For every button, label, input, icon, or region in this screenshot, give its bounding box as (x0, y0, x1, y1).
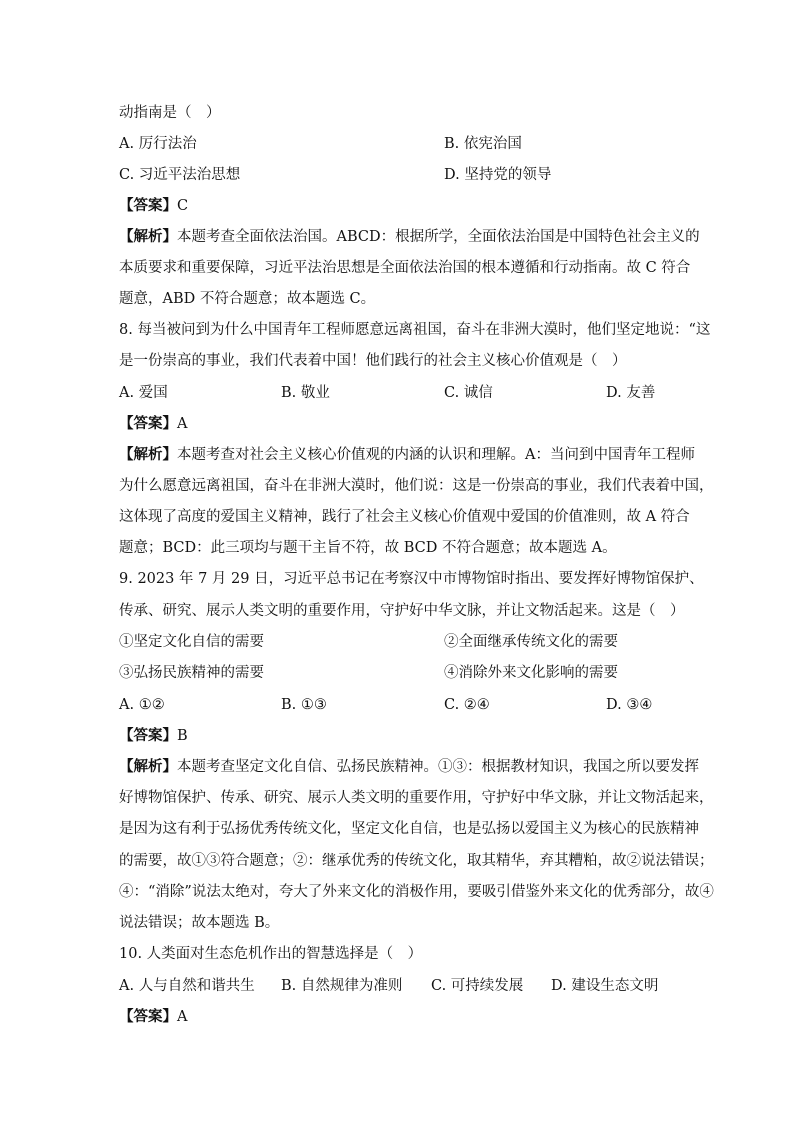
question-7-stem: 动指南是（ ） (119, 105, 221, 121)
answer-tag: 【答案】 (119, 415, 177, 432)
q9-analysis-line: 说法错误；故本题选 B。 (119, 915, 280, 931)
q8-option-d: D. 友善 (606, 385, 656, 401)
q7-option-a: A. 厉行法治 (119, 136, 197, 152)
q10-answer (119, 1007, 679, 1027)
q9-answer (119, 726, 679, 746)
q10-option-a: A. 人与自然和谐共生 (119, 978, 255, 994)
q10-option-b: B. 自然规律为准则 (281, 978, 403, 994)
q9-item-2: ②全面继承传统文化的需要 (444, 634, 618, 650)
analysis-tag: 【解析】 (119, 758, 177, 775)
answer-value: B (177, 728, 188, 744)
q9-option-a: A. ①② (119, 697, 165, 713)
analysis-text: 本题考查对社会主义核心价值观的内涵的认识和理解。A：当问到中国青年工程师 (177, 447, 695, 463)
q9-analysis-line: ④：“消除”说法太绝对，夸大了外来文化的消极作用，要吸引借鉴外来文化的优秀部分，故④ (119, 884, 714, 900)
q9-analysis-line: 是因为这有利于弘扬优秀传统文化，坚定文化自信，也是弘扬以爱国主义为核心的民族精神 (119, 821, 699, 837)
q8-analysis-line: 为什么愿意远离祖国，奋斗在非洲大漠时，他们说：这是一份崇高的事业，我们代表着中国， (119, 478, 714, 494)
answer-value: A (177, 416, 188, 432)
q8-answer (119, 414, 679, 434)
q7-option-c: C. 习近平法治思想 (119, 167, 241, 183)
q7-option-d: D. 坚持党的领导 (444, 167, 552, 183)
question-8-stem: 8. 每当被问到为什么中国青年工程师愿意远离祖国，奋斗在非洲大漠时，他们坚定地说：“这 (119, 322, 711, 338)
q9-item-1: ①坚定文化自信的需要 (119, 634, 264, 650)
q9-item-3: ③弘扬民族精神的需要 (119, 665, 264, 681)
q9-item-4: ④消除外来文化影响的需要 (444, 665, 618, 681)
analysis-text: 本题考查坚定文化自信、弘扬民族精神。①③：根据教材知识，我国之所以要发挥 (177, 759, 699, 775)
q10-option-d: D. 建设生态文明 (551, 978, 659, 994)
q8-option-a: A. 爱国 (119, 385, 168, 401)
answer-value: C (177, 198, 189, 214)
q9-analysis-line (119, 757, 699, 777)
analysis-tag: 【解析】 (119, 446, 177, 463)
q9-analysis-line: 好博物馆保护、传承、研究、展示人类文明的重要作用，守护好中华文脉，并让文物活起来， (119, 790, 714, 806)
question-8-stem: 是一份崇高的事业，我们代表着中国！他们践行的社会主义核心价值观是（ ） (119, 353, 627, 369)
answer-value: A (177, 1009, 188, 1025)
analysis-text: 本题考查全面依法治国。ABCD：根据所学，全面依法治国是中国特色社会主义的 (177, 229, 700, 245)
answer-tag: 【答案】 (119, 197, 177, 214)
q7-analysis-line: 题意，ABD 不符合题意；故本题选 C。 (119, 291, 376, 307)
q7-answer (119, 196, 679, 216)
q7-option-b: B. 依宪治国 (444, 136, 522, 152)
q7-analysis-line (119, 227, 700, 247)
q9-analysis-line: 的需要，故①③符合题意；②：继承优秀的传统文化，取其精华，弃其糟粕，故②说法错误； (119, 853, 714, 869)
question-9-stem: 9. 2023 年 7 月 29 日，习近平总书记在考察汉中市博物馆时指出、要发挥好博物馆保护、 (119, 571, 704, 587)
q8-analysis-line (119, 445, 695, 465)
q9-option-c: C. ②④ (444, 697, 490, 713)
q8-analysis-line: 题意；BCD：此三项均与题干主旨不符，故 BCD 不符合题意；故本题选 A。 (119, 540, 617, 556)
q7-analysis-line: 本质要求和重要保障，习近平法治思想是全面依法治国的根本遵循和行动指南。故 C 符合 (119, 260, 691, 276)
question-9-stem: 传承、研究、展示人类文明的重要作用，守护好中华文脉，并让文物活起来。这是（ ） (119, 603, 685, 619)
q8-analysis-line: 这体现了高度的爱国主义精神，践行了社会主义核心价值观中爱国的价值准则，故 A 符合 (119, 509, 690, 525)
q10-option-c: C. 可持续发展 (431, 978, 524, 994)
question-10-stem: 10. 人类面对生态危机作出的智慧选择是（ ） (119, 946, 423, 962)
q8-option-b: B. 敬业 (281, 385, 330, 401)
q8-option-c: C. 诚信 (444, 385, 493, 401)
analysis-tag: 【解析】 (119, 228, 177, 245)
q9-option-b: B. ①③ (281, 697, 327, 713)
answer-tag: 【答案】 (119, 727, 177, 744)
answer-tag: 【答案】 (119, 1008, 177, 1025)
q9-option-d: D. ③④ (606, 697, 653, 713)
